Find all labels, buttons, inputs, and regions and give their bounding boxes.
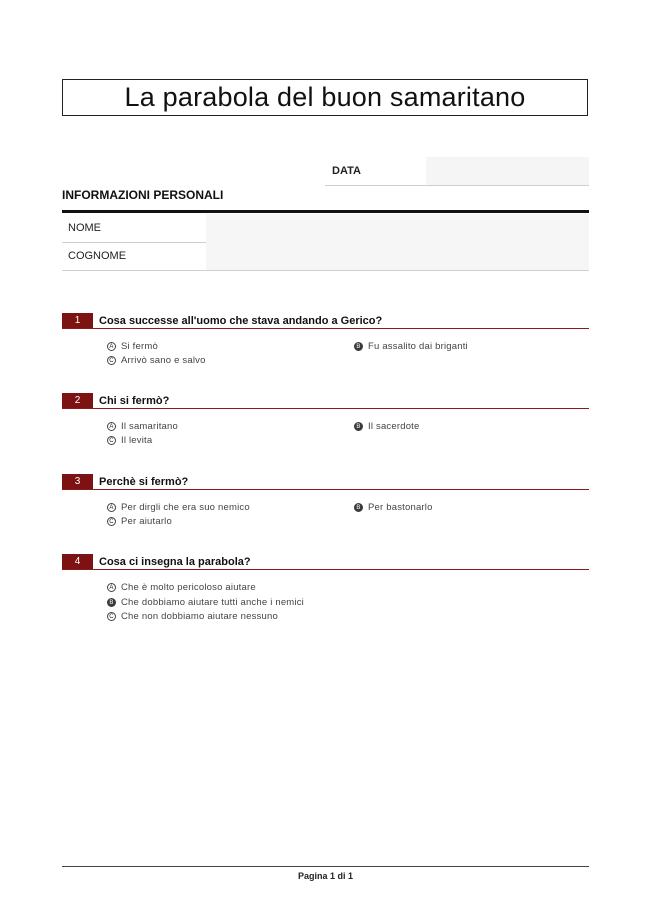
option-a-icon: A	[107, 422, 116, 431]
question-text: Cosa successe all'uomo che stava andando a Gerico?	[99, 315, 383, 327]
date-field[interactable]	[426, 157, 589, 185]
option-a-icon: A	[107, 342, 116, 351]
question-2	[62, 392, 589, 409]
option-3a[interactable]	[107, 502, 250, 513]
option-1c[interactable]	[107, 355, 206, 366]
option-text: Per aiutarlo	[121, 516, 172, 527]
option-text: Che dobbiamo aiutare tutti anche i nemici	[121, 597, 304, 608]
option-b-icon: B	[107, 598, 116, 607]
option-4b[interactable]	[107, 597, 304, 608]
option-a-icon: A	[107, 583, 116, 592]
option-c-icon: C	[107, 612, 116, 621]
question-text: Cosa ci insegna la parabola?	[99, 556, 251, 568]
option-4a[interactable]	[107, 582, 256, 593]
option-text: Che è molto pericoloso aiutare	[121, 582, 256, 593]
question-number: 2	[62, 393, 93, 408]
option-b-icon: B	[354, 422, 363, 431]
page-title: La parabola del buon samaritano	[62, 79, 588, 116]
option-3c[interactable]	[107, 516, 172, 527]
question-number: 4	[62, 554, 93, 569]
option-text: Il sacerdote	[368, 421, 420, 432]
question-4	[62, 553, 589, 570]
option-b-icon: B	[354, 342, 363, 351]
option-1b[interactable]	[354, 341, 468, 352]
option-b-icon: B	[354, 503, 363, 512]
question-1	[62, 312, 589, 329]
question-number: 1	[62, 313, 93, 328]
surname-label: COGNOME	[68, 250, 127, 262]
question-3	[62, 473, 589, 490]
personal-info-heading: INFORMAZIONI PERSONALI	[62, 188, 224, 202]
option-1a[interactable]	[107, 341, 158, 352]
date-row	[325, 157, 589, 186]
option-a-icon: A	[107, 503, 116, 512]
option-3b[interactable]	[354, 502, 433, 513]
section-divider	[62, 210, 589, 213]
question-text: Perchè si fermò?	[99, 476, 189, 488]
option-text: Si fermò	[121, 341, 158, 352]
option-2c[interactable]	[107, 435, 152, 446]
option-4c[interactable]	[107, 611, 278, 622]
option-text: Fu assalito dai briganti	[368, 341, 468, 352]
date-label: DATA	[332, 165, 361, 177]
option-text: Per bastonarlo	[368, 502, 433, 513]
option-text: Arrivò sano e salvo	[121, 355, 206, 366]
name-field[interactable]	[206, 214, 589, 242]
question-text: Chi si fermò?	[99, 395, 170, 407]
option-2a[interactable]	[107, 421, 178, 432]
option-c-icon: C	[107, 356, 116, 365]
footer-divider	[62, 866, 589, 867]
option-text: Che non dobbiamo aiutare nessuno	[121, 611, 278, 622]
surname-row	[62, 242, 589, 271]
name-row	[62, 214, 589, 243]
option-2b[interactable]	[354, 421, 420, 432]
page-number: Pagina 1 di 1	[297, 871, 354, 881]
option-text: Il samaritano	[121, 421, 178, 432]
option-text: Per dirgli che era suo nemico	[121, 502, 250, 513]
surname-field[interactable]	[206, 242, 589, 270]
option-c-icon: C	[107, 436, 116, 445]
name-label: NOME	[68, 222, 101, 234]
option-text: Il levita	[121, 435, 153, 446]
question-number: 3	[62, 474, 93, 489]
option-c-icon: C	[107, 517, 116, 526]
